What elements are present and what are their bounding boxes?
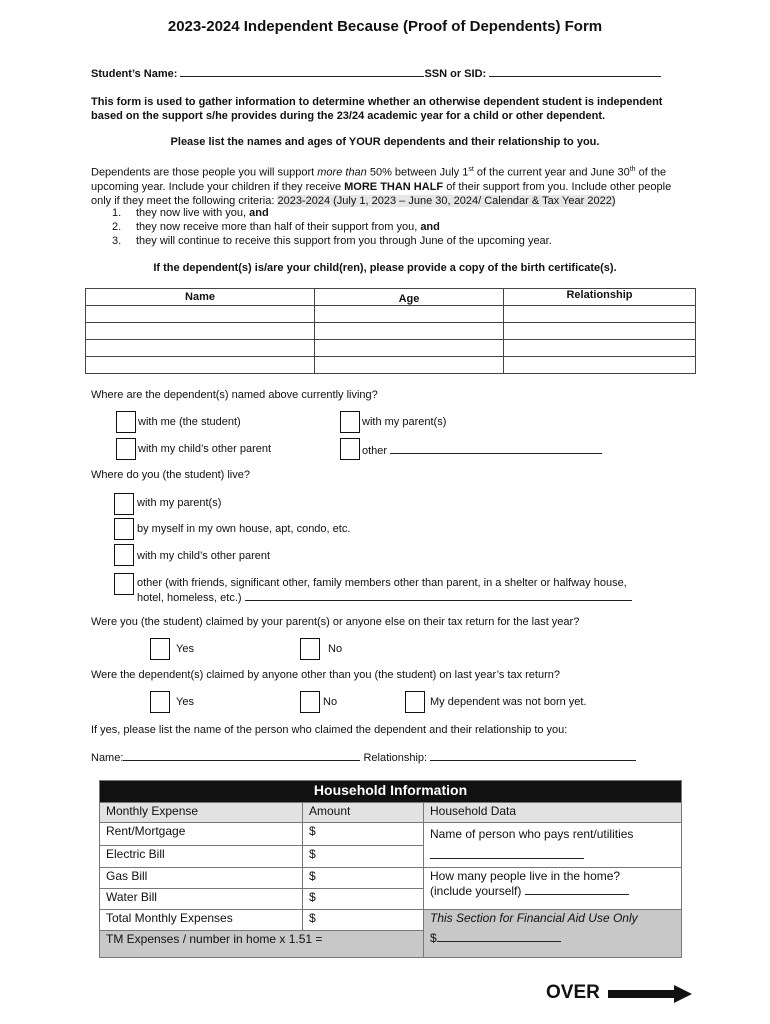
- ssn-label: SSN or SID:: [424, 68, 487, 80]
- list-item: [112, 220, 712, 234]
- fa-amount-row: [430, 931, 675, 945]
- criteria-strong: MORE THAN HALF: [344, 180, 444, 193]
- label-claimed-no: No: [328, 643, 343, 655]
- if-yes-instruction: If yes, please list the name of the person who claimed the dependent and their relationship to you:: [91, 724, 568, 736]
- label-live-other-2: hotel, homeless, etc.): [137, 592, 242, 604]
- criteria-list: [112, 206, 712, 248]
- label-not-born: My dependent was not born yet.: [430, 696, 587, 708]
- fa-amount-field[interactable]: [437, 931, 561, 942]
- table-cell[interactable]: [86, 340, 315, 357]
- student-line: [91, 66, 661, 80]
- list-item: [112, 206, 712, 220]
- table-cell[interactable]: [86, 357, 315, 374]
- label-live-other: other (with friends, significant other, family members other than parent, in a shelter or halfway house,: [137, 577, 627, 589]
- label-electric: Electric Bill: [100, 845, 303, 868]
- col-monthly-expense: Monthly Expense: [100, 803, 303, 823]
- list-bold: and: [249, 207, 269, 219]
- checkbox-not-born[interactable]: [405, 691, 425, 713]
- superscript: st: [468, 166, 474, 173]
- label-how-many: How many people live in the home?: [430, 869, 621, 883]
- table-header-row: [86, 289, 696, 306]
- checkbox-dep-claimed-yes[interactable]: [150, 691, 170, 713]
- table-cell[interactable]: [504, 357, 696, 374]
- checkbox-claimed-no[interactable]: [300, 638, 320, 660]
- checkbox-live-child-parent[interactable]: [114, 544, 134, 566]
- list-text: they now receive more than half of their support from you,: [136, 221, 421, 233]
- household-header-row: [100, 803, 682, 823]
- table-cell[interactable]: [315, 323, 504, 340]
- label-gas: Gas Bill: [100, 868, 303, 889]
- table-cell[interactable]: [86, 323, 315, 340]
- label-with-student: with me (the student): [138, 416, 241, 428]
- checkbox-with-student[interactable]: [116, 411, 136, 433]
- list-heading: Please list the names and ages of YOUR dependents and their relationship to you.: [170, 136, 600, 148]
- household-table: [99, 780, 682, 958]
- other-option: [362, 443, 602, 457]
- label-dep-claimed-no: No: [323, 696, 338, 708]
- live-other-field[interactable]: [245, 590, 632, 601]
- include-yourself-row: [430, 884, 675, 899]
- list-number: 1.: [112, 207, 122, 219]
- who-pays-field[interactable]: [430, 848, 584, 859]
- table-row: [100, 868, 682, 889]
- table-cell[interactable]: [315, 306, 504, 323]
- label-with-parents: with my parent(s): [362, 416, 447, 428]
- checkbox-live-parents[interactable]: [114, 493, 134, 515]
- over-label: OVER: [546, 982, 600, 1003]
- award-year-highlight: 2023-2024 (July 1, 2023 – June 30, 2024/ Calendar & Tax Year 2022): [277, 194, 616, 207]
- q-dependents-living: Where are the dependent(s) named above currently living?: [91, 389, 378, 401]
- student-name-label: Student’s Name:: [91, 68, 178, 80]
- how-many-cell: [424, 868, 682, 910]
- who-pays-cell: [424, 823, 682, 868]
- criteria-text: of their support from you. Include other people only if they meet the following criteria:: [91, 180, 672, 207]
- table-cell[interactable]: [315, 357, 504, 374]
- table-row: [100, 823, 682, 846]
- criteria-text: 50% between July 1: [366, 166, 469, 179]
- table-row: [86, 306, 696, 323]
- list-text: they now live with you,: [136, 207, 250, 219]
- fa-currency: $: [430, 931, 437, 945]
- criteria-emphasis: more than: [317, 166, 367, 179]
- claimer-relationship-label: Relationship:: [363, 752, 428, 764]
- criteria-text: of the upcoming year. Include your children if they receive: [91, 166, 667, 193]
- table-cell[interactable]: [504, 306, 696, 323]
- checkbox-with-parents[interactable]: [340, 411, 360, 433]
- col-amount: Amount: [303, 803, 424, 823]
- checkbox-claimed-yes[interactable]: [150, 638, 170, 660]
- q-dependents-claimed: Were the dependent(s) claimed by anyone other than you (the student) on last year’s tax return?: [91, 669, 560, 681]
- checkbox-dep-claimed-no[interactable]: [300, 691, 320, 713]
- list-item: [112, 234, 712, 248]
- household-title: Household Information: [100, 781, 682, 803]
- criteria-text: Dependents are those people you will support: [91, 166, 318, 179]
- col-age-header: Age: [315, 289, 504, 306]
- student-name-field[interactable]: [180, 66, 424, 77]
- amount-gas[interactable]: $: [303, 868, 424, 889]
- label-include-yourself: (include yourself): [430, 884, 522, 898]
- label-live-child-parent: with my child’s other parent: [137, 550, 271, 562]
- label-child-other-parent: with my child’s other parent: [138, 443, 272, 455]
- claimer-name-label: Name:: [91, 752, 124, 764]
- table-row: [100, 910, 682, 931]
- intro-text: This form is used to gather information to determine whether an otherwise dependent student is independent based on the support s/he provides during the 23/24 academic year for a child or other dependent.: [91, 96, 663, 122]
- amount-electric[interactable]: $: [303, 845, 424, 868]
- table-row: [86, 340, 696, 357]
- amount-rent[interactable]: $: [303, 823, 424, 846]
- col-relationship-header: Relationship: [504, 289, 696, 306]
- dependents-table: [85, 288, 696, 374]
- claimer-line: [91, 750, 636, 764]
- checkbox-child-other-parent[interactable]: [116, 438, 136, 460]
- criteria-paragraph: [91, 163, 691, 208]
- table-cell[interactable]: [504, 323, 696, 340]
- checkbox-other[interactable]: [340, 438, 360, 460]
- claimer-name-field[interactable]: [123, 750, 360, 761]
- label-who-pays: Name of person who pays rent/utilities: [430, 827, 634, 841]
- label-fa-only: This Section for Financial Aid Use Only: [430, 911, 638, 925]
- table-row: [86, 323, 696, 340]
- label-claimed-yes: Yes: [176, 643, 194, 655]
- people-count-field[interactable]: [525, 884, 629, 895]
- label-dep-claimed-yes: Yes: [176, 696, 194, 708]
- table-cell[interactable]: [504, 340, 696, 357]
- table-cell[interactable]: [315, 340, 504, 357]
- table-cell[interactable]: [86, 306, 315, 323]
- birth-certificate-note: If the dependent(s) is/are your child(ren), please provide a copy of the birth certificate(s).: [153, 262, 617, 274]
- table-row: [86, 357, 696, 374]
- list-text: they will continue to receive this support from you through June of the upcoming year.: [136, 235, 552, 247]
- other-field[interactable]: [390, 443, 602, 454]
- superscript: th: [629, 166, 636, 173]
- form-title: 2023-2024 Independent Because (Proof of Dependents) Form: [167, 18, 603, 35]
- q-student-live: Where do you (the student) live?: [91, 469, 250, 481]
- label-total: Total Monthly Expenses: [100, 910, 303, 931]
- fa-only-cell: [424, 910, 682, 958]
- checkbox-live-alone[interactable]: [114, 518, 134, 540]
- list-bold: and: [420, 221, 440, 233]
- criteria-text: of the current year and June 30: [473, 166, 630, 179]
- arrow-right-icon: [608, 985, 692, 1003]
- list-number: 2.: [112, 221, 122, 233]
- checkbox-live-other[interactable]: [114, 573, 134, 595]
- live-other-continued: [137, 590, 632, 604]
- label-rent: Rent/Mortgage: [100, 823, 303, 846]
- amount-water[interactable]: $: [303, 889, 424, 910]
- q-student-claimed: Were you (the student) claimed by your parent(s) or anyone else on their tax return for the last year?: [91, 616, 580, 628]
- label-live-parents: with my parent(s): [137, 497, 222, 509]
- label-other: other: [362, 445, 388, 457]
- col-name-header: Name: [86, 289, 315, 306]
- label-tm-expenses: TM Expenses / number in home x 1.51 =: [100, 931, 424, 958]
- amount-total[interactable]: $: [303, 910, 424, 931]
- claimer-relationship-field[interactable]: [430, 750, 636, 761]
- ssn-field[interactable]: [489, 66, 661, 77]
- list-number: 3.: [112, 235, 122, 247]
- label-live-alone: by myself in my own house, apt, condo, etc.: [137, 523, 351, 535]
- col-household-data: Household Data: [424, 803, 682, 823]
- label-water: Water Bill: [100, 889, 303, 910]
